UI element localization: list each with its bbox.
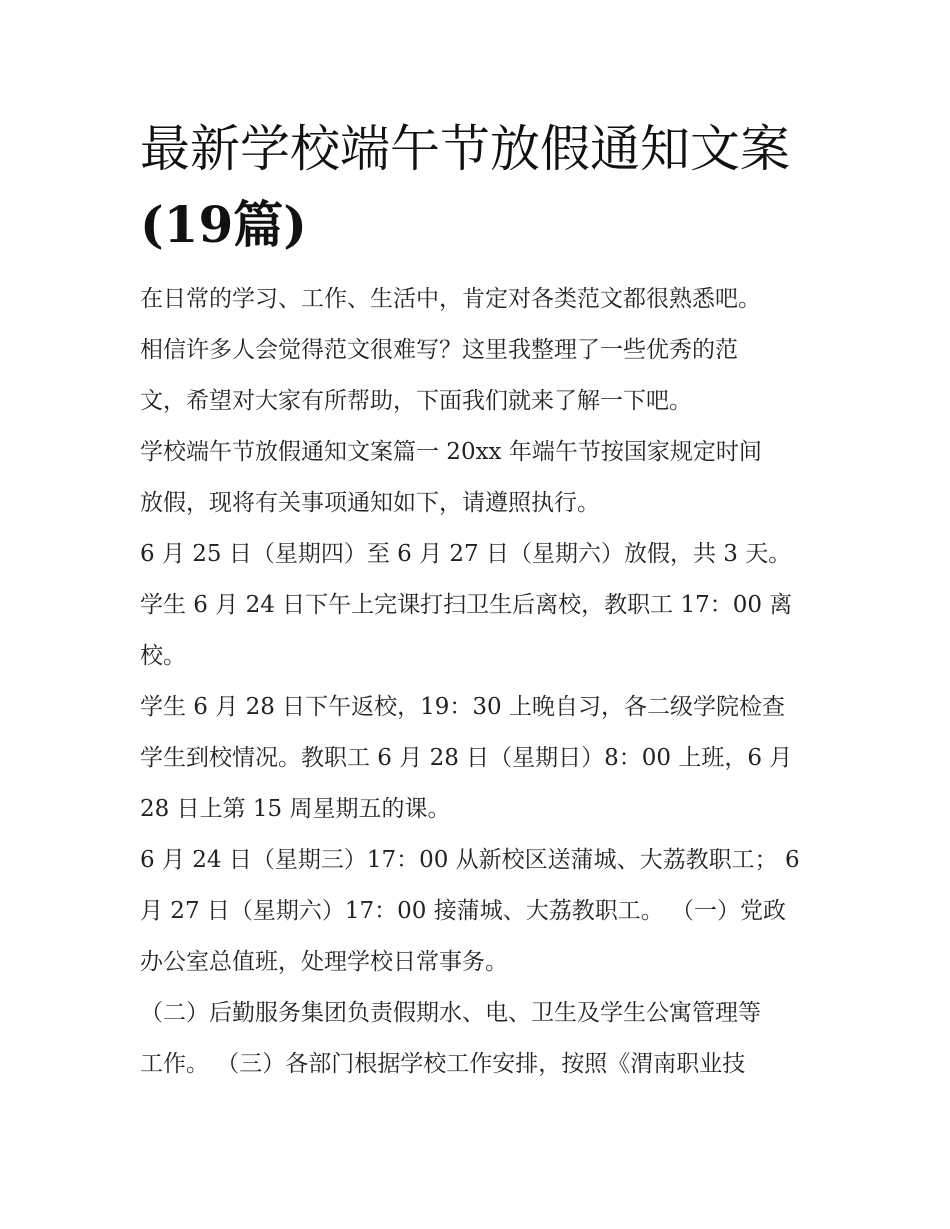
document-body: [140, 274, 820, 1090]
body-line: 校。: [140, 643, 186, 669]
body-line: 学生 6 月 28 日下午返校，19：30 上晚自习，各二级学院检查: [140, 694, 785, 720]
document-title: [140, 112, 820, 263]
body-line: 放假，现将有关事项通知如下，请遵照执行。: [140, 490, 600, 516]
body-line: 28 日上第 15 周星期五的课。: [140, 796, 451, 822]
body-line: （二）后勤服务集团负责假期水、电、卫生及学生公寓管理等: [140, 1000, 761, 1026]
body-line: 学生到校情况。教职工 6 月 28 日（星期日）8：00 上班，6 月: [140, 745, 793, 771]
body-line: 工作。 （三）各部门根据学校工作安排，按照《渭南职业技: [140, 1051, 746, 1077]
body-line: 相信许多人会觉得范文很难写？这里我整理了一些优秀的范: [140, 337, 738, 363]
title-main: 最新学校端午节放假通知文案: [140, 120, 790, 178]
body-line: 学生 6 月 24 日下午上完课打扫卫生后离校，教职工 17：00 离: [140, 592, 793, 618]
body-line: 6 月 24 日（星期三）17：00 从新校区送蒲城、大荔教职工； 6: [140, 847, 800, 873]
body-line: 文，希望对大家有所帮助，下面我们就来了解一下吧。: [140, 388, 692, 414]
body-line: 学校端午节放假通知文案篇一 20xx 年端午节按国家规定时间: [140, 439, 762, 465]
body-line: 6 月 25 日（星期四）至 6 月 27 日（星期六）放假，共 3 天。: [140, 541, 792, 567]
body-line: 办公室总值班，处理学校日常事务。: [140, 949, 508, 975]
body-line: 月 27 日（星期六）17：00 接蒲城、大荔教职工。 （一）党政: [140, 898, 787, 924]
body-line: 在日常的学习、工作、生活中，肯定对各类范文都很熟悉吧。: [140, 286, 761, 312]
title-count: (19篇): [140, 195, 307, 254]
